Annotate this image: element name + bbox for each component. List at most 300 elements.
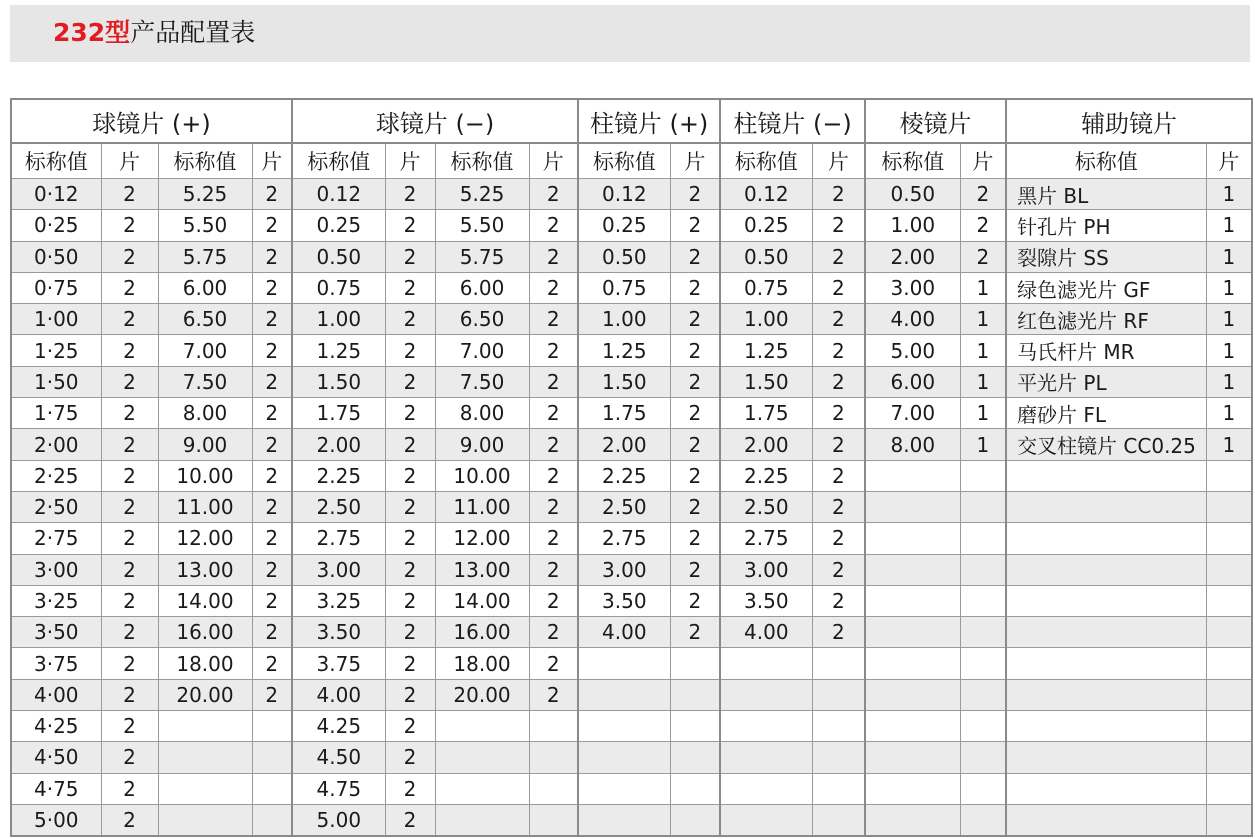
cell-count: 2 xyxy=(529,585,578,616)
cell-count xyxy=(812,648,865,679)
cell-value: 5.00 xyxy=(865,335,960,366)
cell-value: 1.75 xyxy=(292,398,385,429)
cell-value xyxy=(578,648,670,679)
cell-count: 2 xyxy=(252,648,292,679)
cell-value xyxy=(865,648,960,679)
cell-value: 6.50 xyxy=(435,304,529,335)
cell-count xyxy=(812,711,865,742)
cell-value: 4.75 xyxy=(292,773,385,804)
cell-count: 1 xyxy=(960,304,1006,335)
column-header-value: 标称值 xyxy=(158,143,252,179)
column-header-value: 标称值 xyxy=(292,143,385,179)
cell-count: 2 xyxy=(812,210,865,241)
cell-count: 2 xyxy=(101,429,158,460)
cell-count: 2 xyxy=(252,429,292,460)
cell-value: 4.00 xyxy=(720,617,812,648)
table-row xyxy=(11,679,1252,710)
cell-count: 2 xyxy=(101,210,158,241)
cell-value: 8.00 xyxy=(435,398,529,429)
cell-count: 2 xyxy=(960,241,1006,272)
cell-count: 2 xyxy=(812,523,865,554)
cell-count: 2 xyxy=(385,460,435,491)
cell-count: 2 xyxy=(529,366,578,397)
cell-value: 10.00 xyxy=(158,460,252,491)
cell-value xyxy=(578,804,670,836)
cell-count: 2 xyxy=(101,179,158,210)
cell-value: 3.50 xyxy=(578,585,670,616)
column-header-count: 片 xyxy=(960,143,1006,179)
cell-value: 0.75 xyxy=(292,272,385,303)
table-row xyxy=(11,210,1252,241)
cell-value: 11.00 xyxy=(435,491,529,522)
cell-value xyxy=(865,460,960,491)
cell-value: 平光片 PL xyxy=(1006,366,1206,397)
cell-count: 2 xyxy=(385,711,435,742)
cell-value xyxy=(1006,804,1206,836)
cell-value xyxy=(720,648,812,679)
cell-count: 2 xyxy=(252,210,292,241)
cell-count: 2 xyxy=(385,585,435,616)
cell-value: 7.00 xyxy=(158,335,252,366)
cell-count: 2 xyxy=(529,648,578,679)
cell-value xyxy=(720,742,812,773)
table-row xyxy=(11,272,1252,303)
cell-value: 14.00 xyxy=(158,585,252,616)
cell-count: 2 xyxy=(385,210,435,241)
cell-count: 2 xyxy=(670,429,720,460)
cell-value: 16.00 xyxy=(158,617,252,648)
column-header-value: 标称值 xyxy=(11,143,101,179)
cell-count: 2 xyxy=(812,272,865,303)
cell-count: 2 xyxy=(385,554,435,585)
cell-count xyxy=(812,804,865,836)
cell-value: 1.75 xyxy=(720,398,812,429)
cell-count: 1 xyxy=(1206,304,1252,335)
cell-value: 4.00 xyxy=(865,304,960,335)
cell-value: 2.00 xyxy=(865,241,960,272)
cell-value: 0·50 xyxy=(11,241,101,272)
cell-count: 2 xyxy=(529,679,578,710)
cell-count: 2 xyxy=(812,554,865,585)
cell-value xyxy=(435,773,529,804)
cell-count xyxy=(252,742,292,773)
column-header-value: 标称值 xyxy=(720,143,812,179)
column-header-value: 标称值 xyxy=(435,143,529,179)
cell-count: 2 xyxy=(529,617,578,648)
table-row xyxy=(11,804,1252,836)
cell-count: 2 xyxy=(252,617,292,648)
cell-value xyxy=(865,491,960,522)
cell-count: 2 xyxy=(670,272,720,303)
cell-value xyxy=(1006,460,1206,491)
cell-value xyxy=(158,773,252,804)
title-text: 产品配置表 xyxy=(130,18,256,47)
cell-count: 2 xyxy=(101,335,158,366)
cell-value xyxy=(578,679,670,710)
cell-count: 2 xyxy=(252,304,292,335)
cell-count: 1 xyxy=(960,272,1006,303)
cell-value: 0.25 xyxy=(720,210,812,241)
cell-count: 2 xyxy=(529,429,578,460)
table-row xyxy=(11,648,1252,679)
group-header: 球镜片 (−) xyxy=(292,99,578,143)
cell-value: 0.12 xyxy=(720,179,812,210)
cell-value: 0·12 xyxy=(11,179,101,210)
cell-value: 3.00 xyxy=(578,554,670,585)
cell-count: 1 xyxy=(960,429,1006,460)
cell-value: 12.00 xyxy=(158,523,252,554)
cell-value xyxy=(865,773,960,804)
cell-value: 9.00 xyxy=(158,429,252,460)
cell-count xyxy=(1206,523,1252,554)
cell-value: 2.00 xyxy=(720,429,812,460)
cell-value: 0.75 xyxy=(578,272,670,303)
cell-count xyxy=(960,460,1006,491)
cell-count xyxy=(960,648,1006,679)
cell-count: 2 xyxy=(252,554,292,585)
cell-value: 1·00 xyxy=(11,304,101,335)
cell-count: 2 xyxy=(960,210,1006,241)
cell-count: 2 xyxy=(101,398,158,429)
cell-value: 0·75 xyxy=(11,272,101,303)
cell-value: 0.50 xyxy=(865,179,960,210)
cell-value: 0.75 xyxy=(720,272,812,303)
cell-value: 1·25 xyxy=(11,335,101,366)
column-header-count: 片 xyxy=(529,143,578,179)
cell-value: 5.25 xyxy=(158,179,252,210)
cell-value: 红色滤光片 RF xyxy=(1006,304,1206,335)
group-header: 柱镜片 (−) xyxy=(720,99,865,143)
cell-count: 2 xyxy=(252,491,292,522)
config-table xyxy=(10,98,1253,837)
cell-count: 2 xyxy=(812,429,865,460)
cell-count: 2 xyxy=(385,679,435,710)
cell-value xyxy=(1006,711,1206,742)
cell-count: 2 xyxy=(101,366,158,397)
cell-count: 2 xyxy=(252,272,292,303)
cell-value: 4.00 xyxy=(578,617,670,648)
column-header-count: 片 xyxy=(101,143,158,179)
cell-value: 6.00 xyxy=(865,366,960,397)
table-row xyxy=(11,398,1252,429)
cell-value xyxy=(720,773,812,804)
cell-value: 18.00 xyxy=(435,648,529,679)
page-title xyxy=(53,17,255,49)
cell-value: 8.00 xyxy=(865,429,960,460)
cell-value: 8.00 xyxy=(158,398,252,429)
cell-value xyxy=(158,711,252,742)
cell-value: 2.25 xyxy=(720,460,812,491)
column-header-count: 片 xyxy=(385,143,435,179)
cell-count: 2 xyxy=(670,585,720,616)
column-header-count: 片 xyxy=(812,143,865,179)
cell-value: 4.25 xyxy=(292,711,385,742)
cell-count: 2 xyxy=(101,241,158,272)
cell-count xyxy=(1206,804,1252,836)
cell-count xyxy=(670,648,720,679)
cell-value xyxy=(1006,585,1206,616)
cell-value: 5.75 xyxy=(158,241,252,272)
cell-count: 2 xyxy=(385,773,435,804)
cell-value xyxy=(865,585,960,616)
cell-value: 13.00 xyxy=(435,554,529,585)
cell-count: 1 xyxy=(960,398,1006,429)
table-row xyxy=(11,241,1252,272)
cell-count: 2 xyxy=(252,679,292,710)
cell-count: 2 xyxy=(101,304,158,335)
cell-count: 2 xyxy=(812,179,865,210)
cell-count: 1 xyxy=(1206,241,1252,272)
cell-value xyxy=(158,804,252,836)
cell-value xyxy=(578,773,670,804)
cell-count: 1 xyxy=(1206,272,1252,303)
cell-value: 1.00 xyxy=(865,210,960,241)
cell-value: 3·75 xyxy=(11,648,101,679)
group-header: 柱镜片 (+) xyxy=(578,99,720,143)
cell-value: 6.50 xyxy=(158,304,252,335)
table-row xyxy=(11,585,1252,616)
cell-count: 2 xyxy=(812,241,865,272)
cell-value: 2.75 xyxy=(720,523,812,554)
cell-count xyxy=(1206,773,1252,804)
cell-count: 2 xyxy=(529,491,578,522)
cell-count: 2 xyxy=(385,742,435,773)
cell-count xyxy=(670,679,720,710)
cell-value: 5.50 xyxy=(435,210,529,241)
cell-count: 2 xyxy=(960,179,1006,210)
cell-value: 2.25 xyxy=(578,460,670,491)
cell-count xyxy=(812,773,865,804)
cell-value: 1.50 xyxy=(292,366,385,397)
cell-count: 2 xyxy=(670,366,720,397)
cell-count: 2 xyxy=(529,335,578,366)
cell-count: 2 xyxy=(812,304,865,335)
cell-count xyxy=(529,773,578,804)
cell-count: 2 xyxy=(529,241,578,272)
cell-value: 马氏杆片 MR xyxy=(1006,335,1206,366)
cell-count: 2 xyxy=(385,491,435,522)
cell-count: 2 xyxy=(670,491,720,522)
cell-count: 2 xyxy=(670,617,720,648)
cell-value: 3.00 xyxy=(292,554,385,585)
cell-value: 3·50 xyxy=(11,617,101,648)
cell-value: 5.50 xyxy=(158,210,252,241)
cell-count xyxy=(1206,648,1252,679)
cell-value: 1.50 xyxy=(578,366,670,397)
cell-count: 2 xyxy=(385,335,435,366)
cell-value: 4.00 xyxy=(292,679,385,710)
cell-count: 2 xyxy=(252,460,292,491)
cell-value: 1.00 xyxy=(292,304,385,335)
cell-value: 1.25 xyxy=(578,335,670,366)
cell-count: 2 xyxy=(812,335,865,366)
cell-value xyxy=(1006,491,1206,522)
cell-count xyxy=(1206,617,1252,648)
cell-value: 2.50 xyxy=(720,491,812,522)
cell-value: 5·00 xyxy=(11,804,101,836)
table-row xyxy=(11,335,1252,366)
cell-value: 11.00 xyxy=(158,491,252,522)
cell-value xyxy=(578,711,670,742)
cell-count: 2 xyxy=(529,179,578,210)
cell-value: 3.75 xyxy=(292,648,385,679)
cell-value: 16.00 xyxy=(435,617,529,648)
cell-count: 2 xyxy=(252,241,292,272)
cell-value: 2·25 xyxy=(11,460,101,491)
cell-value: 0.50 xyxy=(578,241,670,272)
cell-value: 2.00 xyxy=(292,429,385,460)
cell-count: 2 xyxy=(385,366,435,397)
group-header: 球镜片 (+) xyxy=(11,99,292,143)
cell-value: 2.50 xyxy=(578,491,670,522)
cell-count xyxy=(1206,679,1252,710)
cell-count: 2 xyxy=(101,742,158,773)
cell-value: 绿色滤光片 GF xyxy=(1006,272,1206,303)
cell-count: 2 xyxy=(101,648,158,679)
cell-value: 20.00 xyxy=(158,679,252,710)
cell-count: 2 xyxy=(101,679,158,710)
cell-count: 2 xyxy=(670,304,720,335)
cell-value xyxy=(865,679,960,710)
cell-count: 2 xyxy=(529,554,578,585)
cell-count: 1 xyxy=(1206,210,1252,241)
cell-value: 0.25 xyxy=(292,210,385,241)
cell-count: 2 xyxy=(101,272,158,303)
table-row xyxy=(11,429,1252,460)
cell-value: 7.00 xyxy=(865,398,960,429)
cell-count xyxy=(252,773,292,804)
cell-value: 13.00 xyxy=(158,554,252,585)
cell-value: 10.00 xyxy=(435,460,529,491)
cell-count: 2 xyxy=(385,429,435,460)
cell-value: 1.25 xyxy=(720,335,812,366)
cell-value: 1.75 xyxy=(578,398,670,429)
cell-value: 0.50 xyxy=(720,241,812,272)
cell-count xyxy=(670,711,720,742)
cell-count xyxy=(670,773,720,804)
cell-value: 0.12 xyxy=(292,179,385,210)
cell-count: 1 xyxy=(1206,366,1252,397)
cell-value: 1·75 xyxy=(11,398,101,429)
cell-count: 2 xyxy=(101,554,158,585)
cell-count xyxy=(960,585,1006,616)
cell-count: 2 xyxy=(385,241,435,272)
cell-value xyxy=(435,804,529,836)
cell-count: 2 xyxy=(252,585,292,616)
cell-value xyxy=(865,523,960,554)
cell-value: 7.50 xyxy=(435,366,529,397)
cell-value xyxy=(1006,554,1206,585)
cell-value: 3.50 xyxy=(720,585,812,616)
cell-value: 3·00 xyxy=(11,554,101,585)
group-header-row xyxy=(11,99,1252,143)
cell-count xyxy=(960,523,1006,554)
cell-count: 2 xyxy=(670,523,720,554)
group-header: 辅助镜片 xyxy=(1006,99,1252,143)
cell-value xyxy=(578,742,670,773)
column-header-row xyxy=(11,143,1252,179)
model-number: 232型 xyxy=(53,18,131,47)
cell-value: 6.00 xyxy=(435,272,529,303)
cell-value: 磨砂片 FL xyxy=(1006,398,1206,429)
column-header-count: 片 xyxy=(252,143,292,179)
cell-value: 0.12 xyxy=(578,179,670,210)
cell-count: 1 xyxy=(960,366,1006,397)
cell-value: 4·75 xyxy=(11,773,101,804)
cell-value: 18.00 xyxy=(158,648,252,679)
cell-value: 1·50 xyxy=(11,366,101,397)
group-header: 棱镜片 xyxy=(865,99,1006,143)
cell-value: 黑片 BL xyxy=(1006,179,1206,210)
column-header-value: 标称值 xyxy=(1006,143,1206,179)
cell-value xyxy=(1006,523,1206,554)
cell-count: 2 xyxy=(670,241,720,272)
cell-value: 4.50 xyxy=(292,742,385,773)
column-header-count: 片 xyxy=(1206,143,1252,179)
cell-count: 2 xyxy=(385,304,435,335)
cell-count: 1 xyxy=(960,335,1006,366)
cell-count: 2 xyxy=(101,773,158,804)
cell-count xyxy=(960,742,1006,773)
cell-value: 1.50 xyxy=(720,366,812,397)
cell-value: 针孔片 PH xyxy=(1006,210,1206,241)
cell-count xyxy=(960,491,1006,522)
column-header-value: 标称值 xyxy=(578,143,670,179)
cell-count: 2 xyxy=(252,523,292,554)
cell-count xyxy=(1206,585,1252,616)
cell-count: 2 xyxy=(529,210,578,241)
cell-count: 1 xyxy=(1206,398,1252,429)
cell-value xyxy=(865,804,960,836)
cell-count: 2 xyxy=(812,491,865,522)
table-row xyxy=(11,742,1252,773)
cell-count xyxy=(529,804,578,836)
cell-count: 2 xyxy=(529,523,578,554)
cell-count: 2 xyxy=(385,272,435,303)
table-row xyxy=(11,617,1252,648)
cell-count xyxy=(960,711,1006,742)
cell-count xyxy=(670,742,720,773)
cell-count xyxy=(812,679,865,710)
cell-value: 4·50 xyxy=(11,742,101,773)
table-row xyxy=(11,523,1252,554)
cell-count: 2 xyxy=(385,617,435,648)
cell-value: 1.25 xyxy=(292,335,385,366)
cell-count xyxy=(960,679,1006,710)
cell-count: 2 xyxy=(101,617,158,648)
cell-count xyxy=(252,804,292,836)
cell-value: 0.50 xyxy=(292,241,385,272)
cell-value xyxy=(720,804,812,836)
cell-count xyxy=(1206,491,1252,522)
cell-count: 2 xyxy=(529,398,578,429)
cell-count xyxy=(1206,554,1252,585)
cell-value xyxy=(865,554,960,585)
cell-value: 1.00 xyxy=(720,304,812,335)
cell-count xyxy=(252,711,292,742)
cell-value: 3·25 xyxy=(11,585,101,616)
column-header-value: 标称值 xyxy=(865,143,960,179)
cell-value xyxy=(1006,648,1206,679)
column-header-count: 片 xyxy=(670,143,720,179)
cell-count xyxy=(529,711,578,742)
cell-value: 7.00 xyxy=(435,335,529,366)
cell-count: 2 xyxy=(385,523,435,554)
cell-count: 1 xyxy=(1206,429,1252,460)
cell-count: 2 xyxy=(101,491,158,522)
cell-count: 2 xyxy=(812,398,865,429)
cell-value xyxy=(720,711,812,742)
